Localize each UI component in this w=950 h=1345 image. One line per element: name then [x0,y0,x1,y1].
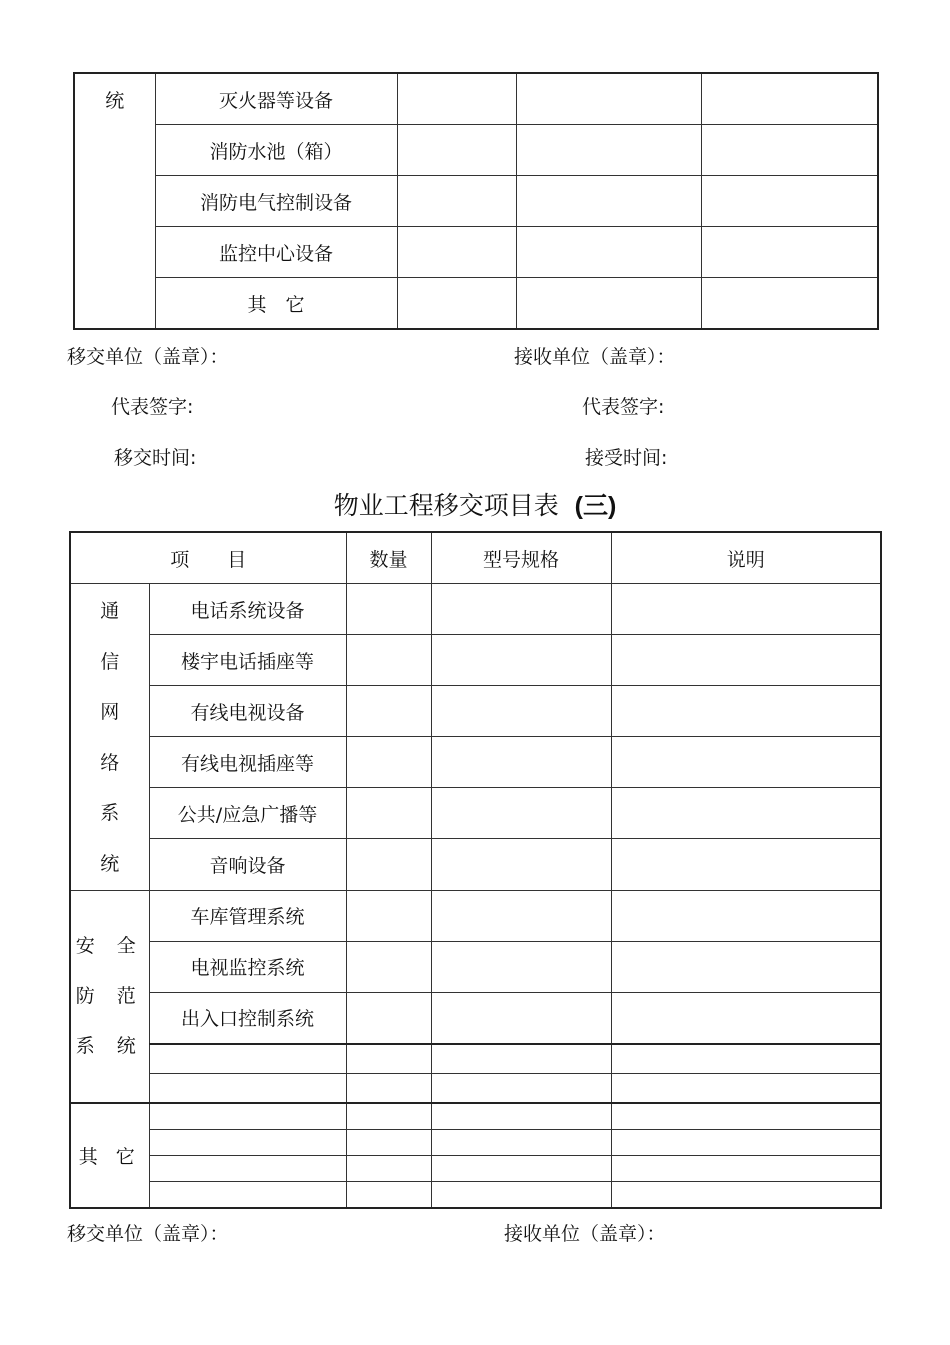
note-cell[interactable] [701,125,878,176]
header-qty: 数量 [346,532,431,584]
item-name-cell: 出入口控制系统 [149,992,346,1044]
qty-cell[interactable] [346,1181,431,1208]
model-cell[interactable] [431,1073,611,1103]
note-cell[interactable] [611,941,881,992]
qty-cell[interactable] [346,635,431,686]
fire-system-table [73,72,879,330]
item-name-cell: 灭火器等设备 [155,73,397,125]
table-row [70,1129,881,1155]
model-cell[interactable] [431,1044,611,1074]
qty-cell[interactable] [397,176,516,227]
model-cell[interactable] [516,176,701,227]
item-name-cell[interactable] [149,1044,346,1074]
table-row [70,1044,881,1074]
note-cell[interactable] [611,788,881,839]
table-row [70,839,881,890]
table-row [70,737,881,788]
header-model: 型号规格 [431,532,611,584]
model-cell[interactable] [431,839,611,890]
group-label-security: 安 全 防 范 系 统 [70,890,149,1103]
note-cell[interactable] [701,176,878,227]
item-name-cell: 公共/应急广播等 [149,788,346,839]
receive-unit-label-bottom: 接收单位（盖章）： [504,1223,666,1245]
item-name-cell: 有线电视插座等 [149,737,346,788]
title-main: 物业工程移交项目表 [333,491,559,520]
table-row [70,1073,881,1103]
table-row [70,788,881,839]
title-suffix: (三) [574,492,617,520]
qty-cell[interactable] [346,686,431,737]
qty-cell[interactable] [346,737,431,788]
header-note: 说明 [611,532,881,584]
transfer-time-label: 移交时间: [114,447,197,469]
header-row [70,532,881,584]
note-cell[interactable] [611,839,881,890]
note-cell[interactable] [611,686,881,737]
table-row [70,890,881,941]
item-name-cell[interactable] [149,1129,346,1155]
model-cell[interactable] [431,584,611,635]
qty-cell[interactable] [397,227,516,278]
qty-cell[interactable] [346,839,431,890]
table-row [74,73,878,125]
model-cell[interactable] [431,737,611,788]
transfer-unit-label-bottom: 移交单位（盖章）： [67,1223,229,1245]
note-cell[interactable] [611,1044,881,1074]
model-cell[interactable] [431,635,611,686]
table-row [70,1103,881,1130]
note-cell[interactable] [611,635,881,686]
item-name-cell: 车库管理系统 [149,890,346,941]
model-cell[interactable] [431,788,611,839]
note-cell[interactable] [611,1073,881,1103]
qty-cell[interactable] [346,1155,431,1181]
model-cell[interactable] [516,227,701,278]
item-name-cell: 音响设备 [149,839,346,890]
group-label-communications: 通 信 网 络 系 统 [70,584,149,891]
receive-unit-label: 接收单位（盖章）： [514,346,676,368]
item-name-cell[interactable] [149,1181,346,1208]
transfer-unit-label: 移交单位（盖章）： [67,346,229,368]
item-name-cell: 消防电气控制设备 [155,176,397,227]
model-cell[interactable] [431,686,611,737]
model-cell[interactable] [516,73,701,125]
table-row [70,584,881,635]
model-cell[interactable] [431,1155,611,1181]
qty-cell[interactable] [346,1073,431,1103]
model-cell[interactable] [431,1103,611,1130]
qty-cell[interactable] [346,992,431,1044]
receive-time-label: 接受时间: [585,447,668,469]
item-name-cell: 其 它 [155,278,397,330]
item-name-cell[interactable] [149,1103,346,1130]
project-items-table [69,531,882,1209]
category-cell: 统 [74,73,155,329]
note-cell[interactable] [701,227,878,278]
table-row [74,278,878,330]
note-cell[interactable] [701,73,878,125]
note-cell[interactable] [701,278,878,330]
qty-cell[interactable] [346,1044,431,1074]
table-row [70,1181,881,1208]
table-row [74,227,878,278]
item-name-cell: 电视监控系统 [149,941,346,992]
table-row [70,992,881,1044]
table-row [70,635,881,686]
qty-cell[interactable] [346,1103,431,1130]
note-cell[interactable] [611,890,881,941]
qty-cell[interactable] [397,73,516,125]
qty-cell[interactable] [346,584,431,635]
model-cell[interactable] [431,1181,611,1208]
item-name-cell: 有线电视设备 [149,686,346,737]
table-row [70,686,881,737]
qty-cell[interactable] [397,278,516,330]
item-name-cell: 消防水池（箱） [155,125,397,176]
model-cell[interactable] [516,125,701,176]
model-cell[interactable] [431,941,611,992]
note-cell[interactable] [611,1129,881,1155]
qty-cell[interactable] [346,941,431,992]
qty-cell[interactable] [397,125,516,176]
item-name-cell: 监控中心设备 [155,227,397,278]
item-name-cell[interactable] [149,1073,346,1103]
table-row [70,941,881,992]
item-name-cell[interactable] [149,1155,346,1181]
qty-cell[interactable] [346,788,431,839]
note-cell[interactable] [611,1155,881,1181]
note-cell[interactable] [611,584,881,635]
rep-sign-right-label: 代表签字: [582,396,665,418]
header-item: 项 目 [70,532,346,584]
table-row [74,125,878,176]
model-cell[interactable] [431,890,611,941]
item-name-cell: 电话系统设备 [149,584,346,635]
note-cell[interactable] [611,1103,881,1130]
model-cell[interactable] [516,278,701,330]
note-cell[interactable] [611,992,881,1044]
note-cell[interactable] [611,737,881,788]
note-cell[interactable] [611,1181,881,1208]
model-cell[interactable] [431,992,611,1044]
rep-sign-left-label: 代表签字: [111,396,194,418]
qty-cell[interactable] [346,1129,431,1155]
model-cell[interactable] [431,1129,611,1155]
table-row [74,176,878,227]
group-label-other: 其 它 [70,1103,149,1208]
table-row [70,1155,881,1181]
item-name-cell: 楼宇电话插座等 [149,635,346,686]
qty-cell[interactable] [346,890,431,941]
page-title [0,486,950,522]
